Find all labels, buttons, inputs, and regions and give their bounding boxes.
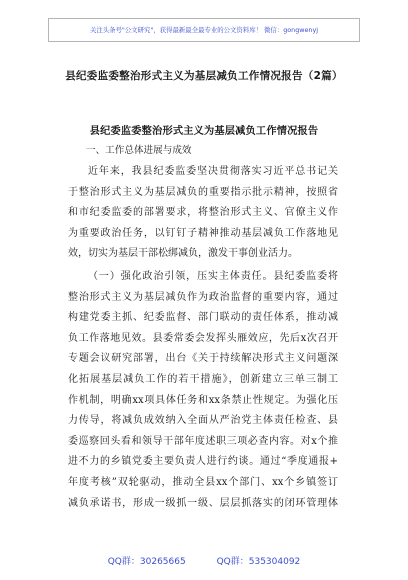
text-line: 为重要政治任务，以钉钉子精神推动基层减负工作落地见 [68,227,338,239]
paragraph-political-guidance [68,267,338,514]
text-line: 委巡察回头看和领导干部年度述职三项必查内容。对x个推 [68,435,338,447]
text-line: 近年来，我县纪委监委坚决贯彻落实习近平总书记关 [88,166,338,177]
footer-contacts [0,554,408,567]
text-line: 于整治形式主义为基层减负的重要指示批示精神，按照省 [68,186,338,198]
text-line: 力传导，将减负成效纳入全面从严治党主体责任检查、县 [68,415,338,427]
promo-banner: 关注头条号"公文研究"，获得最新最全最专业的公文资料库！ 微信：gongwenyj [48,18,360,42]
qq-group-1[interactable]: QQ群：30265665 [107,557,186,567]
text-line: 和市纪委监委的部署要求，将整治形式主义、官僚主义作 [68,207,338,219]
text-line: 年度考核”双轮驱动，推动全县xx个部门、xx个乡镇签订 [68,476,338,488]
text-line: 负工作落地见效。县委常委会发挥头雁效应，先后x次召开 [68,332,338,344]
text-line: 专题会议研究部署，出台《关于持续解决形式主义问题深 [68,353,338,365]
text-line: 进不力的乡镇党委主要负责人进行约谈。通过“季度通报+ [68,456,338,468]
text-line: 减负承诺书，形成一级抓一级、层层抓落实的闭环管理体 [68,497,338,509]
text-line: 作机制，明确xx项具体任务和xx条禁止性规定。为强化压 [68,394,338,406]
text-line: 整治形式主义为基层减负作为政治监督的重要内容，通过 [68,291,338,303]
report-subtitle: 县纪委监委整治形式主义为基层减负工作情况报告 [89,126,319,137]
text-line: （一）强化政治引领，压实主体责任。县纪委监委将 [88,271,338,282]
paragraph-intro [68,162,338,265]
text-line: 化拓展基层减负工作的若干措施》，创新建立三单三制工 [68,373,338,385]
section-heading: 一、工作总体进展与成效 [86,145,192,156]
text-line: 效，切实为基层干部松绑减负，激发干事创业活力。 [68,248,298,260]
qq-group-2[interactable]: QQ群：535304092 [216,557,301,567]
text-line: 构建党委主抓、纪委监督、部门联动的责任体系，推动减 [68,312,338,324]
document-title: 县纪委监委整治形式主义为基层减负工作情况报告（2篇） [65,70,343,82]
